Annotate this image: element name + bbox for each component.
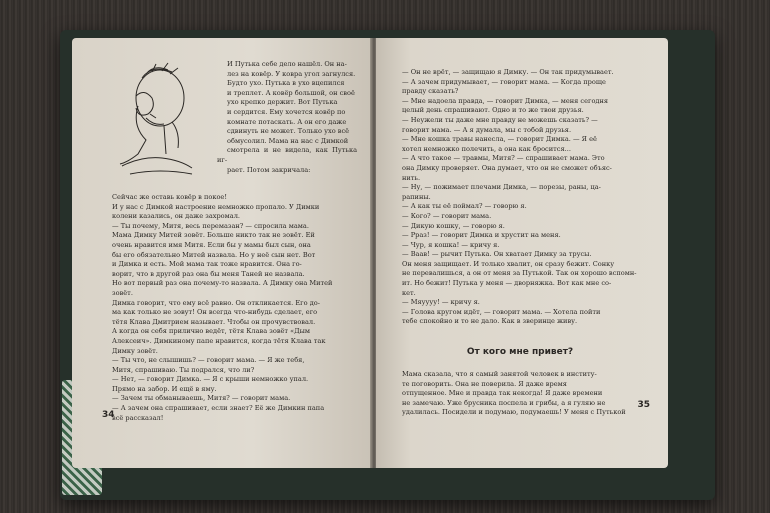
text-line: — Мяуууу! — кричу я. [402,298,480,307]
chapter-heading: От кого мне привет? [466,347,574,357]
text-line: — Голова кругом идёт, — говорит мама. — Хотела пойти [402,307,601,316]
text-line: — Кого? — говорит мама. [402,211,492,220]
text-line: Димку зовёт. [112,346,158,355]
text-line: обмусолил. Мама на нас с Димкой [227,136,349,145]
text-line: — А зачем придумывает, — говорит мама. — Когда проще [402,77,606,86]
text-line: сдвинуть не может. Только ухо всё [227,127,350,136]
text-line: — А как ты её поймал? — говорю я. [402,202,527,211]
text-line: правду сказать? [402,87,459,96]
text-line: Митя, спрашиваю. Ты подрался, что ли? [112,365,255,374]
right-page [376,38,668,468]
text-line: — Зачем ты обманываешь, Митя? — говорит мама. [112,394,291,403]
text-line: Димка говорит, что ему всё равно. Он откликается. Его до- [112,298,320,307]
text-line: — Ну, — пожимает плечами Димка, — порезы, раны, ца- [402,183,601,192]
text-line: очень нравится имя Митя. Если бы у мамы был сын, она [112,240,311,249]
text-line: нить. [402,173,421,182]
text-line: тётя Клава Дмитрием называет. Чтобы он прочувствовал. [112,317,316,326]
text-line: зовёт. [112,288,133,297]
text-line: — А зачем она спрашивает, если знает? Её же Димкин папа [112,404,325,413]
text-line: Сейчас же оставь ковёр в покое! [112,193,227,201]
text-line: Мама сказала, что я самый занятой человек в институ- [402,370,597,378]
left-page-top-text [217,60,357,175]
text-line: и сердится. Ему хочется ковёр по [227,107,346,116]
text-line: — Ты что, не слышишь? — говорит мама. — Я же тебя, [112,356,305,365]
text-line: рает. Потом закричала: [227,165,311,174]
text-line: и Димка и есть. Мой мама так тоже нравится. Она го- [112,260,302,269]
text-line: — Мне надоела правда, — говорит Димка, — меня сегодня [402,96,609,105]
text-line: И у нас с Димкой настроение немножко пропало. У Димки [112,202,320,211]
text-line: — Рраз! — говорит Димка и хрустит на меня. [402,231,561,240]
text-line: Мама Димку Митей зовёт. Больше никто так не зовёт. Ей [112,231,315,240]
text-line: комнате потаскать. А он его даже [227,117,347,126]
text-line: Алексеич». Димкиному папе нравится, когда тётя Клава так [112,336,326,345]
text-line: — А что такое — травмы, Митя? — спрашивает мама. Это [402,154,605,163]
page-number-right: 35 [637,400,650,410]
text-line: кет. [402,288,416,297]
text-line: не перевалишься, а он от меня за Путькой. Так он хорошо вспомн- [402,269,637,278]
text-line: А когда он себя прилично ведёт, тётя Клава зовёт «Дым [112,327,310,336]
text-line: ма как только не зовут! Он всегда что-нибудь сделает, его [112,308,318,317]
text-line: Он меня защищает. И только хвалит, он сразу бежит. Сонку [402,259,615,268]
text-line: — Нет, — говорит Димка. — Я с крыши немножко упал. [112,375,309,384]
page-number-left: 34 [102,410,115,420]
text-line: не замечаю. Уже брусника поспела и грибы, а я гуляю не [402,398,606,407]
text-line: — Неужели ты даже мне правду не можешь сказать? — [402,115,598,124]
text-line: всё рассказал! [112,413,164,422]
text-line: отпущенное. Мне и правда так некогда! Я даже времени [402,389,603,398]
text-line: говорит мама. — А я думала, мы с тобой друзья. [402,125,572,134]
text-line: она Димку проверяет. Она думает, что он не сможет объяс- [402,163,612,172]
text-line: И Путька себе дело нашёл. Он на- [227,60,347,68]
text-line: колени казались, он даже захромал. [112,212,241,221]
text-line: — Дикую кошку, — говорю я. [402,221,505,230]
text-line: тебе спокойно и то не дало. Как в зверинце живу. [402,317,578,326]
text-line: целый день спрашивают. Одно и то же твои друзья. [402,106,584,115]
right-page-main-text [392,68,648,327]
text-line: хотел немножко полечить, а она как бросится... [402,144,571,153]
text-line: Но вот первый раз она почему-то назвала. А Димку она Митей [112,279,333,288]
text-line: и треплет. А ковёр большой, он своё [227,88,355,97]
text-line: смотрела и не видела, как Путька иг- [217,146,357,164]
text-line: рапины. [402,192,431,201]
text-line: бы его обязательно Митей назвала. Но у неё сын нет. Вот [112,250,316,259]
text-line: ворит, что в другой раз она бы меня Таней не назвала. [112,269,305,278]
text-line: ит. Но бежит! Путька у меня — дворняжка. Вот как мне со- [402,279,612,288]
text-line: — Ваав! — рычит Путька. Он хватает Димку за трусы. [402,250,592,259]
text-line: ухо крепко держит. Вот Путька [227,98,338,107]
boy-illustration-icon [102,56,212,186]
text-line: Будто ухо. Путька в ухо вцепился [227,79,345,88]
text-line: — Чур, я кошка! — кричу я. [402,240,500,249]
text-line: те поговорить. Она не поверила. Я даже время [402,379,567,388]
text-line: — Мне кошка травы нанесла, — говорит Димка. — Я её [402,135,597,144]
left-page-main-text [102,193,360,423]
right-page-bottom-text [392,370,648,418]
text-line: удалилась. Посидели и подумаю, подумаешь! У меня с Путькой [402,408,626,417]
text-line: лез на ковёр. У ковра угол загнулся. [227,69,356,78]
text-line: — Он не врёт, — защищаю я Димку. — Он так придумывает. [402,68,614,76]
text-line: — Ты почему, Митя, весь перемазан? — спросила мама. [112,221,309,230]
left-page [72,38,374,468]
text-line: Прямо на забор. И ещё в яму. [112,384,217,393]
